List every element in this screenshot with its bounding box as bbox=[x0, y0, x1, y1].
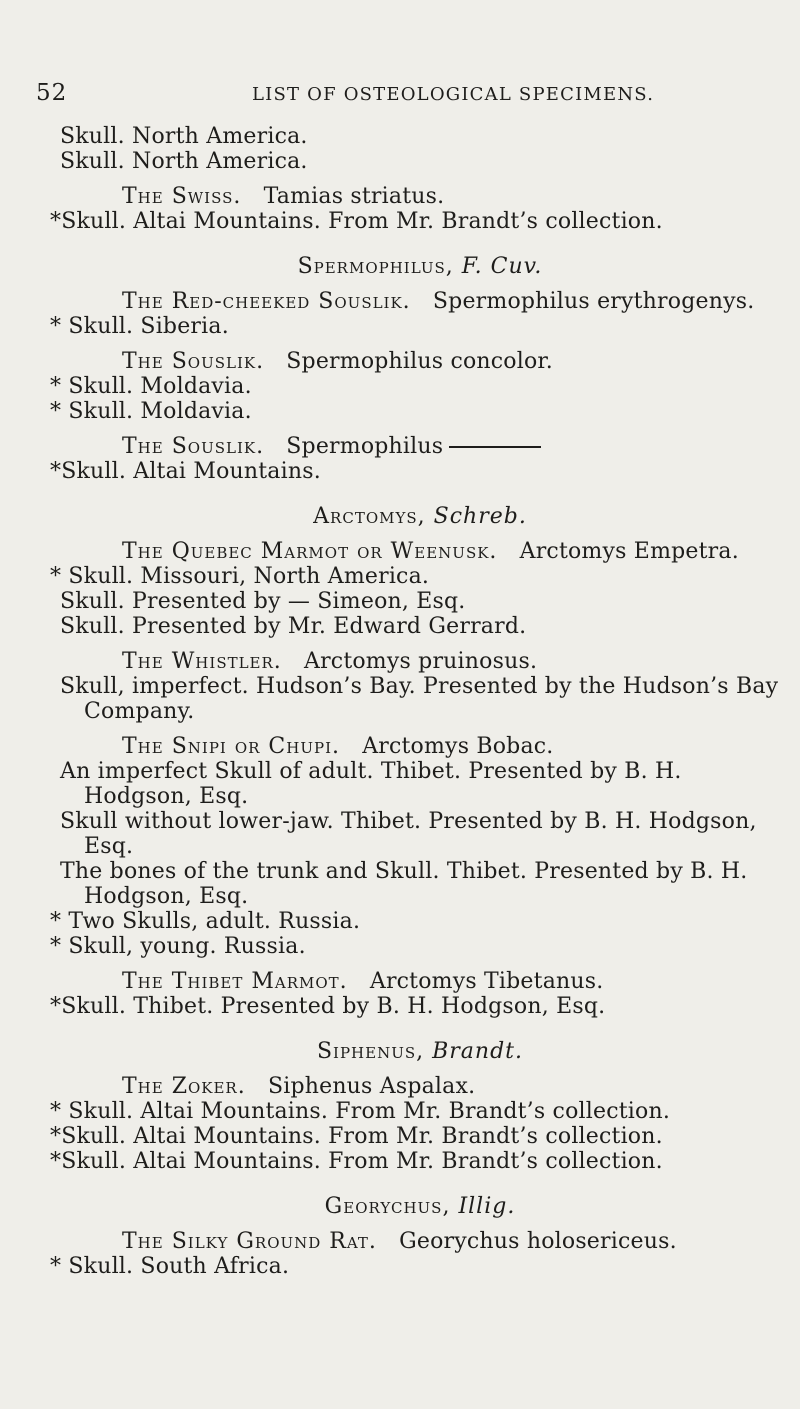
genus-heading bbox=[60, 504, 780, 529]
common-name: The Silky Ground Rat. bbox=[122, 1229, 377, 1254]
latin-name: Arctomys Bobac. bbox=[362, 734, 554, 759]
common-name: The Swiss. bbox=[122, 184, 242, 209]
latin-name: Siphenus Aspalax. bbox=[267, 1074, 476, 1099]
species-heading bbox=[60, 434, 780, 459]
common-name: The Whistler. bbox=[122, 649, 282, 674]
specimen-entry: *Skull. Altai Mountains. From Mr. Brandt’s collection. bbox=[50, 1124, 663, 1149]
genus-author: Schreb. bbox=[433, 504, 527, 529]
species-heading bbox=[60, 734, 780, 759]
specimen-entry: Skull, imperfect. Hudson’s Bay. Presented by the Hudson’s Bay Company. bbox=[60, 674, 779, 724]
specimen-entry: Skull without lower-jaw. Thibet. Presented by B. H. Hodgson, Esq. bbox=[60, 809, 757, 859]
specimen-entry: *Skull. Altai Mountains. From Mr. Brandt’s collection. bbox=[50, 1149, 663, 1174]
common-name: The Souslik. bbox=[122, 349, 265, 374]
running-title: LIST OF OSTEOLOGICAL SPECIMENS. bbox=[252, 84, 655, 105]
latin-name: Arctomys Tibetanus. bbox=[369, 969, 604, 994]
specimen-entry: Skull. Presented by — Simeon, Esq. bbox=[60, 589, 466, 614]
common-name: The Snipi or Chupi. bbox=[122, 734, 340, 759]
specimen-entry: Skull. Presented by Mr. Edward Gerrard. bbox=[60, 614, 527, 639]
genus-name: Arctomys, bbox=[313, 504, 426, 529]
common-name: The Quebec Marmot or Weenusk. bbox=[122, 539, 498, 564]
genus-name: Georychus, bbox=[324, 1194, 451, 1219]
common-name: The Souslik. bbox=[122, 434, 265, 459]
specimen-entry: * Skull. South Africa. bbox=[50, 1254, 290, 1279]
species-heading bbox=[60, 184, 780, 209]
common-name: The Red-cheeked Souslik. bbox=[122, 289, 411, 314]
species-heading bbox=[60, 1074, 780, 1099]
genus-author: Brandt. bbox=[432, 1039, 524, 1064]
common-name: The Zoker. bbox=[122, 1074, 246, 1099]
specimen-entry: An imperfect Skull of adult. Thibet. Presented by B. H. Hodgson, Esq. bbox=[60, 759, 682, 809]
specimen-entry: * Skull, young. Russia. bbox=[50, 934, 306, 959]
specimen-entry: The bones of the trunk and Skull. Thibet. Presented by B. H. Hodgson, Esq. bbox=[60, 859, 748, 909]
latin-name: Arctomys Empetra. bbox=[519, 539, 739, 564]
latin-name: Spermophilus concolor. bbox=[286, 349, 553, 374]
genus-name: Spermophilus, bbox=[297, 254, 454, 279]
genus-heading bbox=[60, 1039, 780, 1064]
latin-name: Spermophilus bbox=[286, 434, 444, 459]
specimen-entry: * Two Skulls, adult. Russia. bbox=[50, 909, 361, 934]
latin-name: Georychus holosericeus. bbox=[399, 1229, 677, 1254]
common-name: The Thibet Marmot. bbox=[122, 969, 348, 994]
species-unnamed-dash bbox=[449, 446, 541, 448]
specimen-entry: *Skull. Thibet. Presented by B. H. Hodgson, Esq. bbox=[50, 994, 606, 1019]
specimen-entry: * Skull. Moldavia. bbox=[50, 374, 252, 399]
genus-author: F. Cuv. bbox=[461, 254, 543, 279]
genus-heading bbox=[60, 254, 780, 279]
specimen-list bbox=[50, 124, 780, 1279]
genus-heading bbox=[60, 1194, 780, 1219]
species-heading bbox=[60, 1229, 780, 1254]
species-heading bbox=[60, 969, 780, 994]
specimen-entry: *Skull. Altai Mountains. bbox=[50, 459, 321, 484]
species-heading bbox=[60, 539, 780, 564]
specimen-entry: * Skull. Moldavia. bbox=[50, 399, 252, 424]
genus-name: Siphenus, bbox=[316, 1039, 425, 1064]
species-heading bbox=[60, 289, 780, 314]
specimen-entry: * Skull. Siberia. bbox=[50, 314, 229, 339]
specimen-entry: Skull. North America. bbox=[60, 149, 308, 174]
specimen-entry: *Skull. Altai Mountains. From Mr. Brandt’s collection. bbox=[50, 209, 663, 234]
page-header bbox=[36, 80, 760, 110]
genus-author: Illig. bbox=[458, 1194, 516, 1219]
species-heading bbox=[60, 349, 780, 374]
latin-name: Arctomys pruinosus. bbox=[304, 649, 538, 674]
page-number: 52 bbox=[36, 80, 68, 106]
specimen-entry: * Skull. Altai Mountains. From Mr. Brandt’s collection. bbox=[50, 1099, 671, 1124]
latin-name: Spermophilus erythrogenys. bbox=[432, 289, 755, 314]
species-heading bbox=[60, 649, 780, 674]
specimen-entry: Skull. North America. bbox=[60, 124, 308, 149]
latin-name: Tamias striatus. bbox=[263, 184, 445, 209]
specimen-entry: * Skull. Missouri, North America. bbox=[50, 564, 430, 589]
